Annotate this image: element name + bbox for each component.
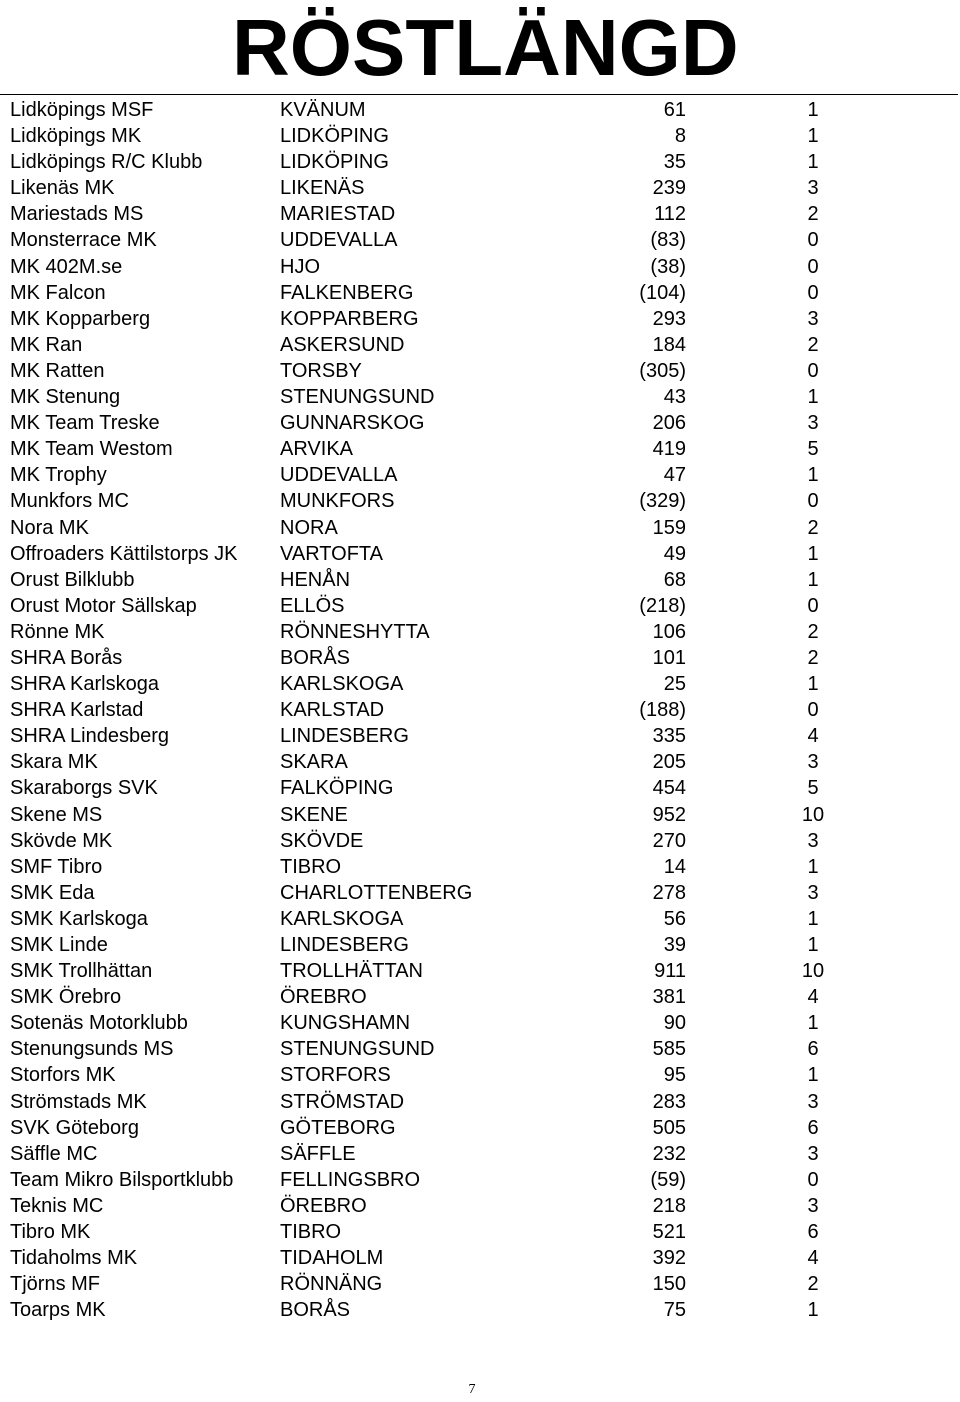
vote-count: 5 xyxy=(807,777,819,800)
member-count: 419 xyxy=(652,438,686,461)
town-name: ARVIKA xyxy=(280,438,353,461)
town-name: LIKENÄS xyxy=(280,177,365,200)
title-divider xyxy=(0,94,958,95)
club-name: Storfors MK xyxy=(10,1064,116,1087)
vote-count: 2 xyxy=(807,516,819,539)
club-name: Lidköpings MSF xyxy=(10,99,154,121)
club-name: Orust Motor Sällskap xyxy=(10,594,197,617)
table-row xyxy=(0,123,960,149)
town-name: STRÖMSTAD xyxy=(280,1090,405,1113)
club-name: MK Kopparberg xyxy=(10,307,151,330)
table-row xyxy=(0,697,960,723)
table-row xyxy=(0,1167,960,1193)
town-name: FALKÖPING xyxy=(280,777,394,800)
town-name: GÖTEBORG xyxy=(280,1116,396,1139)
town-name: STENUNGSUND xyxy=(280,386,435,409)
vote-count: 3 xyxy=(807,751,819,774)
club-name: Teknis MC xyxy=(10,1194,104,1217)
table-row xyxy=(0,645,960,671)
voting-list-table xyxy=(0,97,960,1323)
club-name: MK Team Westom xyxy=(10,438,173,461)
table-row xyxy=(0,280,960,306)
member-count: 8 xyxy=(674,125,686,148)
table-row xyxy=(0,175,960,201)
vote-count: 1 xyxy=(807,568,819,591)
vote-count: 2 xyxy=(807,620,819,643)
member-count: 150 xyxy=(652,1273,686,1296)
town-name: TIBRO xyxy=(280,1221,342,1244)
town-name: FELLINGSBRO xyxy=(280,1168,421,1191)
vote-count: 1 xyxy=(807,151,819,174)
town-name: LINDESBERG xyxy=(280,934,409,956)
club-name: SVK Göteborg xyxy=(10,1116,139,1139)
table-row xyxy=(0,515,960,541)
club-name: SHRA Karlstad xyxy=(10,699,144,722)
town-name: LIDKÖPING xyxy=(280,125,389,148)
table-row xyxy=(0,1219,960,1245)
club-name: Sotenäs Motorklubb xyxy=(10,1012,188,1035)
table-row xyxy=(0,958,960,984)
table-row xyxy=(0,1245,960,1271)
club-name: Mariestads MS xyxy=(10,203,144,226)
vote-count: 10 xyxy=(801,803,825,826)
member-count: 335 xyxy=(652,725,686,748)
vote-count: 1 xyxy=(807,855,819,878)
club-name: Lidköpings R/C Klubb xyxy=(10,151,203,174)
member-count: 95 xyxy=(663,1064,686,1087)
club-name: SHRA Karlskoga xyxy=(10,673,159,696)
club-name: Lidköpings MK xyxy=(10,125,142,148)
vote-count: 0 xyxy=(807,699,819,722)
club-name: Nora MK xyxy=(10,516,89,539)
member-count: 101 xyxy=(652,646,686,669)
vote-count: 1 xyxy=(807,386,819,409)
club-name: MK Falcon xyxy=(10,281,106,304)
town-name: TORSBY xyxy=(280,359,362,382)
town-name: STENUNGSUND xyxy=(280,1038,435,1061)
town-name: RÖNNESHYTTA xyxy=(280,620,430,643)
vote-count: 1 xyxy=(807,1012,819,1035)
member-count: (188) xyxy=(639,699,686,722)
club-name: Strömstads MK xyxy=(10,1090,147,1113)
table-row xyxy=(0,1010,960,1036)
club-name: Rönne MK xyxy=(10,620,105,643)
member-count: 106 xyxy=(652,620,686,643)
table-row xyxy=(0,149,960,175)
table-row xyxy=(0,1115,960,1141)
town-name: SÄFFLE xyxy=(280,1142,356,1165)
club-name: Stenungsunds MS xyxy=(10,1038,174,1061)
vote-count: 1 xyxy=(807,464,819,487)
member-count: 112 xyxy=(654,203,686,226)
member-count: 454 xyxy=(652,777,686,800)
page-number: 7 xyxy=(468,1382,476,1397)
vote-count: 1 xyxy=(807,125,819,148)
town-name: TIBRO xyxy=(280,855,342,878)
member-count: (218) xyxy=(639,594,686,617)
table-row xyxy=(0,254,960,280)
town-name: SKARA xyxy=(280,751,348,774)
town-name: MARIESTAD xyxy=(280,203,396,226)
town-name: KUNGSHAMN xyxy=(280,1012,411,1035)
club-name: SMK Örebro xyxy=(10,986,122,1009)
table-row xyxy=(0,593,960,619)
vote-count: 2 xyxy=(807,646,819,669)
club-name: Tjörns MF xyxy=(10,1273,100,1296)
member-count: 61 xyxy=(663,99,686,121)
town-name: ÖREBRO xyxy=(280,986,367,1009)
club-name: Toarps MK xyxy=(10,1299,106,1322)
member-count: (38) xyxy=(650,255,686,278)
town-name: NORA xyxy=(280,516,338,539)
vote-count: 0 xyxy=(807,359,819,382)
table-row xyxy=(0,880,960,906)
town-name: KARLSKOGA xyxy=(280,673,404,696)
town-name: SKÖVDE xyxy=(280,829,364,852)
club-name: SMK Linde xyxy=(10,934,108,956)
table-row xyxy=(0,854,960,880)
table-row xyxy=(0,201,960,227)
table-row xyxy=(0,906,960,932)
vote-count: 2 xyxy=(807,333,819,356)
club-name: SHRA Lindesberg xyxy=(10,725,169,748)
member-count: 47 xyxy=(663,464,686,487)
member-count: 25 xyxy=(663,673,686,696)
town-name: KOPPARBERG xyxy=(280,307,419,330)
town-name: BORÅS xyxy=(280,1299,351,1322)
club-name: MK Stenung xyxy=(10,386,121,409)
club-name: Orust Bilklubb xyxy=(10,568,135,591)
vote-count: 0 xyxy=(807,229,819,252)
vote-count: 1 xyxy=(807,934,819,956)
vote-count: 0 xyxy=(807,490,819,513)
table-row xyxy=(0,436,960,462)
town-name: RÖNNÄNG xyxy=(280,1273,383,1296)
club-name: Tidaholms MK xyxy=(10,1247,138,1270)
member-count: 56 xyxy=(663,907,686,930)
vote-count: 0 xyxy=(807,1168,819,1191)
town-name: GUNNARSKOG xyxy=(280,412,425,435)
vote-count: 1 xyxy=(807,99,819,121)
table-row xyxy=(0,567,960,593)
club-name: MK 402M.se xyxy=(10,255,123,278)
member-count: 218 xyxy=(652,1194,686,1217)
member-count: (83) xyxy=(650,229,686,252)
member-count: (305) xyxy=(639,359,686,382)
club-name: Offroaders Kättilstorps JK xyxy=(10,542,238,565)
table-row xyxy=(0,332,960,358)
member-count: (59) xyxy=(650,1168,686,1191)
vote-count: 4 xyxy=(807,1247,819,1270)
table-row xyxy=(0,749,960,775)
club-name: SMK Karlskoga xyxy=(10,907,148,930)
town-name: VARTOFTA xyxy=(280,542,383,565)
town-name: KVÄNUM xyxy=(280,99,366,121)
member-count: 293 xyxy=(652,307,686,330)
table-row xyxy=(0,358,960,384)
vote-count: 4 xyxy=(807,725,819,748)
member-count: 270 xyxy=(652,829,686,852)
club-name: Skene MS xyxy=(10,803,103,826)
table-row xyxy=(0,410,960,436)
table-row xyxy=(0,541,960,567)
club-name: Tibro MK xyxy=(10,1221,91,1244)
club-name: SMF Tibro xyxy=(10,855,103,878)
vote-count: 2 xyxy=(807,1273,819,1296)
town-name: FALKENBERG xyxy=(280,281,414,304)
member-count: 39 xyxy=(663,934,686,956)
town-name: STORFORS xyxy=(280,1064,391,1087)
member-count: 521 xyxy=(652,1221,686,1244)
vote-count: 3 xyxy=(807,881,819,904)
member-count: 952 xyxy=(652,803,686,826)
member-count: 278 xyxy=(652,881,686,904)
table-row xyxy=(0,619,960,645)
vote-count: 3 xyxy=(807,1142,819,1165)
member-count: 159 xyxy=(652,516,686,539)
member-count: (104) xyxy=(639,281,686,304)
table-row xyxy=(0,1141,960,1167)
vote-count: 3 xyxy=(807,307,819,330)
table-row xyxy=(0,984,960,1010)
club-name: Skaraborgs SVK xyxy=(10,777,158,800)
club-name: Team Mikro Bilsportklubb xyxy=(10,1168,234,1191)
member-count: 206 xyxy=(652,412,686,435)
vote-count: 3 xyxy=(807,177,819,200)
town-name: BORÅS xyxy=(280,646,351,669)
vote-count: 3 xyxy=(807,1090,819,1113)
vote-count: 2 xyxy=(807,203,819,226)
town-name: MUNKFORS xyxy=(280,490,395,513)
member-count: 184 xyxy=(652,333,686,356)
table-row xyxy=(0,1271,960,1297)
club-name: Munkfors MC xyxy=(10,490,129,513)
town-name: LIDKÖPING xyxy=(280,151,389,174)
table-row xyxy=(0,828,960,854)
vote-count: 0 xyxy=(807,281,819,304)
vote-count: 6 xyxy=(807,1116,819,1139)
town-name: HENÅN xyxy=(280,568,351,591)
town-name: LINDESBERG xyxy=(280,725,409,748)
table-row xyxy=(0,97,960,123)
club-name: MK Ran xyxy=(10,333,83,356)
table-row xyxy=(0,775,960,801)
table-row xyxy=(0,802,960,828)
town-name: CHARLOTTENBERG xyxy=(280,881,473,904)
town-name: ASKERSUND xyxy=(280,333,405,356)
club-name: MK Team Treske xyxy=(10,412,160,435)
member-count: 585 xyxy=(652,1038,686,1061)
table-row xyxy=(0,1297,960,1323)
club-name: Monsterrace MK xyxy=(10,229,157,252)
table-row xyxy=(0,227,960,253)
town-name: TIDAHOLM xyxy=(280,1247,384,1270)
member-count: 283 xyxy=(652,1090,686,1113)
member-count: 392 xyxy=(652,1247,686,1270)
town-name: KARLSTAD xyxy=(280,699,385,722)
vote-count: 10 xyxy=(801,960,825,983)
member-count: 205 xyxy=(652,751,686,774)
club-name: Skara MK xyxy=(10,751,98,774)
vote-count: 6 xyxy=(807,1038,819,1061)
vote-count: 1 xyxy=(807,907,819,930)
member-count: 911 xyxy=(654,960,686,983)
town-name: ELLÖS xyxy=(280,594,345,617)
club-name: MK Ratten xyxy=(10,359,105,382)
town-name: SKENE xyxy=(280,803,348,826)
member-count: (329) xyxy=(639,490,686,513)
member-count: 381 xyxy=(652,986,686,1009)
table-row xyxy=(0,1062,960,1088)
table-row xyxy=(0,1089,960,1115)
town-name: ÖREBRO xyxy=(280,1194,367,1217)
member-count: 505 xyxy=(652,1116,686,1139)
club-name: Säffle MC xyxy=(10,1142,98,1165)
member-count: 43 xyxy=(663,386,686,409)
table-row xyxy=(0,384,960,410)
vote-count: 0 xyxy=(807,594,819,617)
table-row xyxy=(0,1036,960,1062)
town-name: HJO xyxy=(280,255,320,278)
member-count: 68 xyxy=(663,568,686,591)
page-title: RÖSTLÄNGD xyxy=(232,3,739,92)
club-name: Skövde MK xyxy=(10,829,113,852)
club-name: SMK Eda xyxy=(10,881,95,904)
town-name: TROLLHÄTTAN xyxy=(280,960,423,983)
table-row xyxy=(0,932,960,958)
table-row xyxy=(0,306,960,332)
table-row xyxy=(0,488,960,514)
member-count: 49 xyxy=(663,542,686,565)
town-name: UDDEVALLA xyxy=(280,229,398,252)
vote-count: 3 xyxy=(807,829,819,852)
table-row xyxy=(0,723,960,749)
vote-count: 6 xyxy=(807,1221,819,1244)
member-count: 75 xyxy=(663,1299,686,1322)
vote-count: 0 xyxy=(807,255,819,278)
club-name: Likenäs MK xyxy=(10,177,115,200)
vote-count: 1 xyxy=(807,1064,819,1087)
town-name: UDDEVALLA xyxy=(280,464,398,487)
town-name: KARLSKOGA xyxy=(280,907,404,930)
vote-count: 4 xyxy=(807,986,819,1009)
vote-count: 1 xyxy=(807,542,819,565)
club-name: MK Trophy xyxy=(10,464,107,487)
club-name: SMK Trollhättan xyxy=(10,960,153,983)
club-name: SHRA Borås xyxy=(10,646,123,669)
member-count: 14 xyxy=(663,855,686,878)
vote-count: 5 xyxy=(807,438,819,461)
member-count: 35 xyxy=(663,151,686,174)
member-count: 90 xyxy=(663,1012,686,1035)
vote-count: 3 xyxy=(807,412,819,435)
table-row xyxy=(0,1193,960,1219)
vote-count: 1 xyxy=(807,673,819,696)
table-row xyxy=(0,671,960,697)
table-row xyxy=(0,462,960,488)
vote-count: 3 xyxy=(807,1194,819,1217)
vote-count: 1 xyxy=(807,1299,819,1322)
member-count: 232 xyxy=(652,1142,686,1165)
member-count: 239 xyxy=(652,177,686,200)
